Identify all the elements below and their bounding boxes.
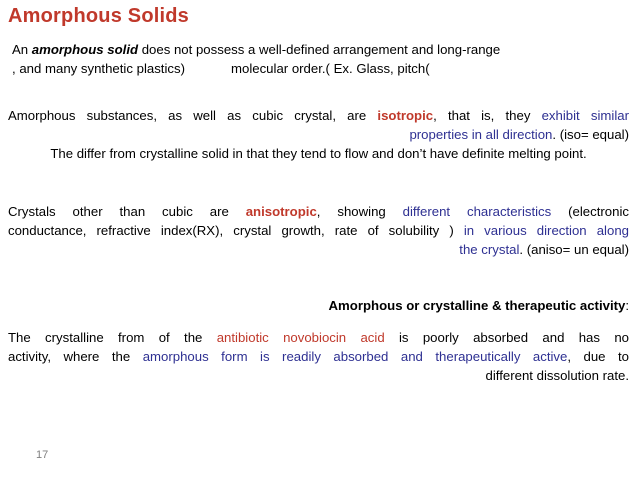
anisotropic-line-1: Crystals other than cubic are anisotropic, showing different characteristics (electronic <box>8 204 629 219</box>
therapeutic-line-3: different dissolution rate. <box>485 368 629 383</box>
therapeutic-line-1: The crystalline from of the antibiotic novobiocin acid is poorly absorbed and has no <box>8 330 629 345</box>
intro-text: An <box>12 42 32 57</box>
therapeutic-heading: Amorphous or crystalline & therapeutic activity: <box>328 298 629 313</box>
antibiotic-name: antibiotic novobiocin acid <box>216 330 385 345</box>
isotropic-line-3: The differ from crystalline solid in that they tend to flow and don’t have definite melting point. <box>50 146 587 161</box>
therapeutic-line-2: activity, where the amorphous form is readily absorbed and therapeutically active, due to <box>8 349 630 364</box>
intro-term: amorphous solid <box>31 42 139 57</box>
anisotropic-line-2: conductance, refractive index(RX), crystal growth, rate of solubility ) in various direction along <box>8 223 629 238</box>
therapeutic-paragraph <box>8 328 629 385</box>
intro-line-2b <box>231 59 430 78</box>
intro-text: , and many synthetic plastics) <box>12 61 185 76</box>
page-number: 17 <box>36 449 49 461</box>
therapeutic-section <box>8 296 629 315</box>
intro-line-1 <box>12 40 500 59</box>
anisotropic-paragraph <box>8 202 629 259</box>
anisotropic-term: anisotropic <box>245 204 317 219</box>
isotropic-paragraph <box>8 106 629 163</box>
intro-text: does not possess a well-defined arrangement and long-range <box>138 42 501 57</box>
isotropic-term: isotropic <box>377 108 434 123</box>
intro-text: molecular order.( Ex. Glass, pitch( <box>231 61 430 76</box>
slide-title: Amorphous Solids <box>8 5 189 27</box>
anisotropic-line-3: the crystal. (aniso= un equal) <box>459 242 629 257</box>
intro-line-2 <box>12 59 185 78</box>
isotropic-line-2: properties in all direction. (iso= equal) <box>409 127 629 142</box>
isotropic-line-1: Amorphous substances, as well as cubic crystal, are isotropic, that is, they exhibit similar <box>8 108 629 123</box>
